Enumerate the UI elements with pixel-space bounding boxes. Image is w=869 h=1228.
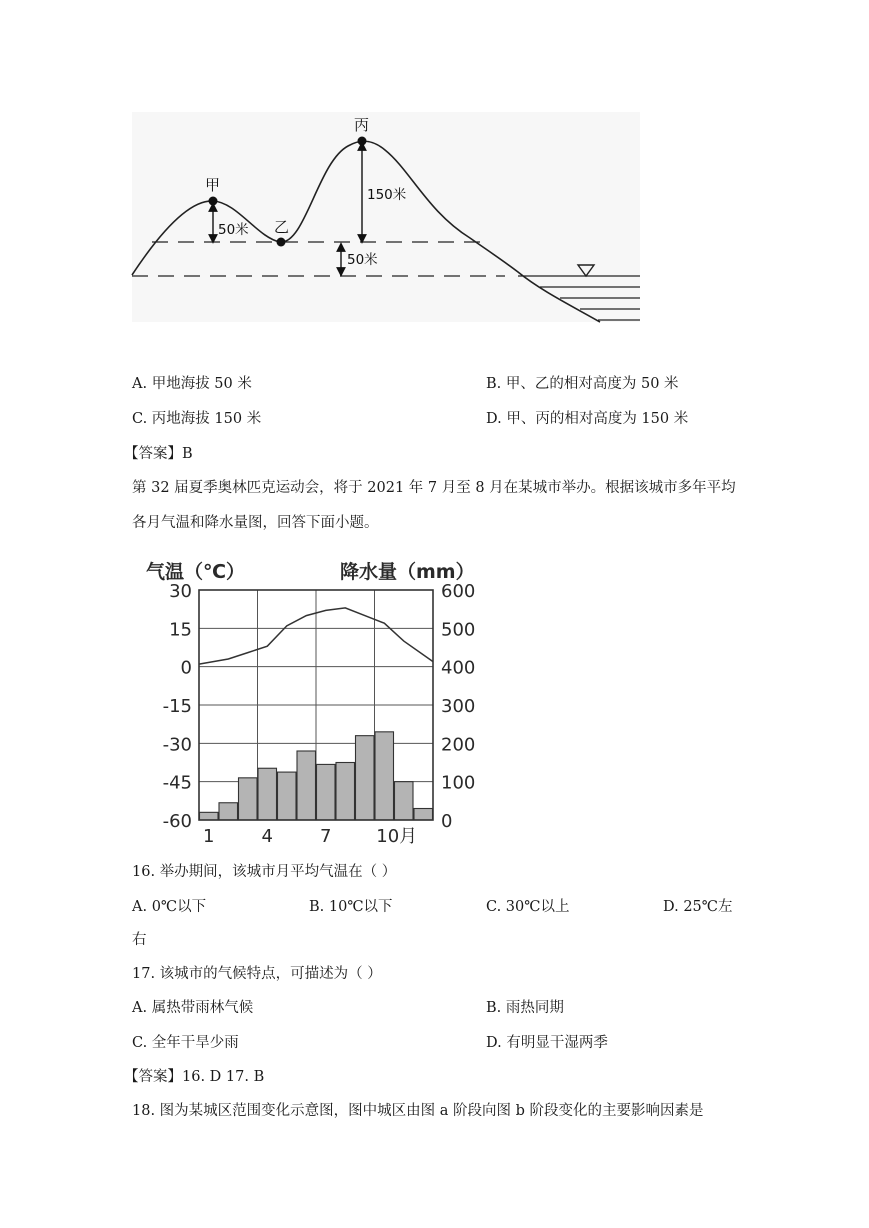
q16-option-b: B. 10℃以下 [309,899,393,915]
chart-x-tick-label: 1 [203,826,215,847]
chart-right-axis-title: 降水量（mm） [340,561,475,583]
point-bing [358,137,367,146]
q18-stem: 18. 图为某城区范围变化示意图，图中城区由图 a 阶段向图 b 阶段变化的主要影响因素是 [132,1103,704,1119]
terrain-profile-figure [0,0,869,340]
chart-right-tick-label: 200 [441,734,476,756]
point-jia [209,197,218,206]
answer-q16-q17: 【答案】16. D 17. B [124,1069,265,1085]
q16-option-d: D. 25℃左 [663,899,733,915]
q17-option-a: A. 属热带雨林气候 [132,1000,254,1016]
q15-option-d: D. 甲、丙的相对高度为 150 米 [486,411,689,427]
label-yi: 乙 [274,218,290,236]
q17-option-d: D. 有明显干湿两季 [486,1035,608,1051]
q16-stem: 16. 举办期间，该城市月平均气温在（ ） [132,864,397,880]
point-yi [277,238,286,247]
chart-x-tick-label: 7 [320,826,332,847]
precip-bar-month-10 [375,732,394,820]
precip-bar-month-5 [278,772,297,820]
q15-option-a: A. 甲地海拔 50 米 [132,376,252,392]
q17-option-c: C. 全年干旱少雨 [132,1035,239,1051]
label-bing: 丙 [354,116,370,134]
chart-right-tick-label: 300 [441,696,476,717]
chart-right-tick-label: 600 [441,581,476,602]
q16-option-d-wrap: 右 [132,932,147,948]
precip-bar-month-11 [395,782,414,820]
chart-x-tick-label: 4 [261,826,273,847]
chart-x-tick-label: 10月 [376,826,418,847]
chart-right-tick-label: 0 [441,811,453,832]
chart-right-tick-label: 500 [441,619,476,641]
label-height-bing-yi: 150米 [367,187,407,203]
q16-option-a: A. 0℃以下 [132,899,207,915]
chart-left-axis-title: 气温（℃） [146,561,246,583]
label-jia: 甲 [205,176,221,194]
chart-left-tick-label: 30 [169,581,192,602]
chart-left-tick-label: -15 [162,696,192,717]
chart-right-tick-label: 100 [441,772,476,794]
precip-bar-month-12 [414,809,433,821]
q15-option-c: C. 丙地海拔 150 米 [132,411,262,427]
q17-stem: 17. 该城市的气候特点，可描述为（ ） [132,966,382,982]
precip-bar-month-6 [297,751,316,820]
precip-bar-month-1 [200,812,219,820]
q17-option-b: B. 雨热同期 [486,1000,564,1016]
intro-line-1: 第 32 届夏季奥林匹克运动会，将于 2021 年 7 月至 8 月在某城市举办。根据该城市多年平均 [132,480,736,496]
precip-bar-month-9 [356,736,375,820]
q15-option-b: B. 甲、乙的相对高度为 50 米 [486,376,679,392]
chart-left-tick-label: -30 [162,734,192,756]
chart-left-tick-label: 0 [180,657,192,679]
chart-left-tick-label: 15 [169,619,192,641]
precip-bar-month-3 [239,778,258,820]
q16-option-c: C. 30℃以上 [486,899,570,915]
precip-bar-month-2 [219,803,238,820]
figure-background [132,112,640,322]
chart-left-tick-label: -60 [162,811,192,832]
label-height-jia-yi: 50米 [218,222,249,238]
temperature-line [199,608,433,664]
chart-plot-frame [199,590,433,820]
answer-q15: 【答案】B [124,446,193,462]
label-height-yi-sea: 50米 [347,252,378,268]
precip-bar-month-8 [336,763,355,821]
precip-bar-month-4 [258,768,277,820]
precip-bar-month-7 [317,764,336,820]
chart-left-tick-label: -45 [162,772,192,794]
chart-right-tick-label: 400 [441,657,476,679]
intro-line-2: 各月气温和降水量图，回答下面小题。 [132,515,379,531]
